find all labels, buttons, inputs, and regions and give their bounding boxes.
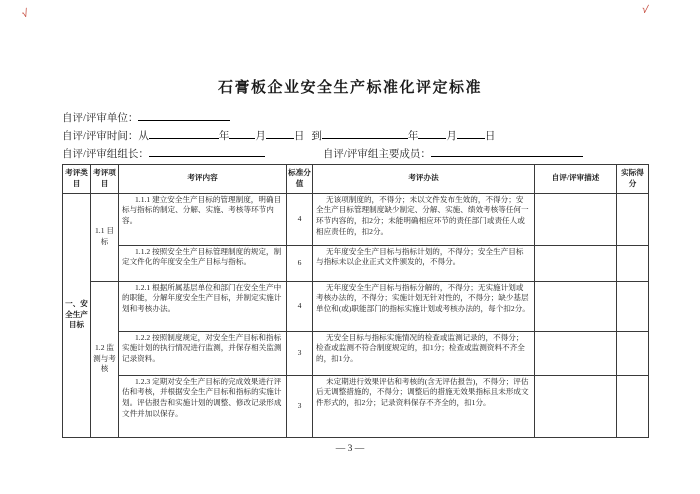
from-day-label: 日 (293, 131, 305, 142)
form-line-people (62, 145, 654, 163)
to-month-label: 月 (446, 131, 457, 142)
unit-blank-field[interactable] (138, 109, 230, 121)
form-line-time (62, 127, 654, 145)
actual-score-cell-1-1-1[interactable] (617, 193, 649, 245)
time-to-day-blank[interactable] (457, 127, 485, 139)
method-cell-1-2-3: 未定期进行效果评估和考核的(含无评估报告)，不得分；评估后无调整措施的，不得分；调整后的措施无效果指标且未形成文件形式的，扣2分；记录资料保存不齐全的，扣1分。 (313, 375, 535, 437)
to-day-label: 日 (484, 131, 496, 142)
content-cell-1-2-2: 1.2.2 按照制度规定，对安全生产目标和指标实施计划的执行情况进行监测，并保存相关监测记录资料。 (119, 331, 287, 375)
review-cell-1-2-3[interactable] (535, 375, 617, 437)
score-cell-1-1-1: 4 (287, 193, 313, 245)
document-title: 石膏板企业安全生产标准化评定标准 (217, 80, 482, 96)
score-cell-1-2-1: 4 (287, 281, 313, 331)
time-from-year-blank[interactable] (149, 127, 219, 139)
page-number: — 3 — (335, 444, 365, 454)
score-cell-1-1-2: 6 (287, 245, 313, 281)
method-cell-1-1-2: 无年度安全生产目标与指标计划的，不得分；安全生产目标与指标未以企业正式文件颁发的，不得分。 (313, 245, 535, 281)
actual-score-cell-1-2-1[interactable] (617, 281, 649, 331)
header-category: 考评类目 (63, 165, 91, 194)
members-label: 自评/评审组主要成员： (322, 149, 431, 160)
to-label: 到 (311, 131, 322, 142)
header-form (62, 109, 654, 163)
from-month-label: 月 (255, 131, 266, 142)
members-blank-field[interactable] (431, 145, 583, 157)
content-cell-1-1-1: 1.1.1 建立安全生产目标的管理制度，明确目标与指标的制定、分解、实施、考核等环节内容。 (119, 193, 287, 245)
form-line-unit (62, 109, 654, 127)
content-cell-1-2-1: 1.2.1 根据所属基层单位和部门在安全生产中的职能，分解年度安全生产目标，并制定实施计划和考核办法。 (119, 281, 287, 331)
time-from-month-blank[interactable] (229, 127, 255, 139)
leader-label: 自评/评审组组长： (62, 149, 149, 160)
header-content: 考评内容 (119, 165, 287, 194)
time-from-day-blank[interactable] (266, 127, 294, 139)
table-row-1-2-2 (63, 331, 649, 375)
method-cell-1-2-2: 无安全目标与指标实施情况的检查或监测记录的，不得分；检查或监测不符合制度规定的，扣1分；检查或监测资料不齐全的，扣1分。 (313, 331, 535, 375)
score-cell-1-2-3: 3 (287, 375, 313, 437)
content-cell-1-1-2: 1.1.2 按照安全生产目标管理制度的规定，制定文件化的年度安全生产目标与指标。 (119, 245, 287, 281)
table-row-1-1-2 (63, 245, 649, 281)
review-cell-1-1-1[interactable] (535, 193, 617, 245)
header-actual: 实际得分 (617, 165, 649, 194)
method-cell-1-1-1: 无该项制度的，不得分；未以文件发布生效的，不得分；安全生产目标管理制度缺少制定、分解、实施、绩效考核等任何一环节内容的，扣2分；未能明确相应环节的责任部门或责任人或相应责任的，扣2分。 (313, 193, 535, 245)
review-cell-1-2-1[interactable] (535, 281, 617, 331)
content-cell-1-2-3: 1.2.3 定期对安全生产目标的完成效果进行评估和考核，并根据安全生产目标和指标的实施计划。评估报告和实施计划的调整、修改记录形成文件并加以保存。 (119, 375, 287, 437)
item-cell-1-2: 1.2 监测与考核 (91, 281, 119, 437)
method-cell-1-2-1: 无年度安全生产目标与指标分解的，不得分；无实施计划或考核办法的，不得分；实施计划无针对性的，不得分；缺少基层单位和(或)职能部门的指标实施计划或考核办法的，每个扣2分。 (313, 281, 535, 331)
time-label: 自评/评审时间：从 (62, 131, 149, 142)
leader-blank-field[interactable] (149, 145, 265, 157)
red-annotation-mark-right: √ (641, 3, 650, 17)
actual-score-cell-1-2-3[interactable] (617, 375, 649, 437)
table-row-1-1-1 (63, 193, 649, 245)
to-year-label: 年 (407, 131, 419, 142)
red-annotation-mark-left: √ (20, 7, 30, 21)
header-item: 考评项目 (91, 165, 119, 194)
table-row-1-2-3 (63, 375, 649, 437)
table-row-1-2-1 (63, 281, 649, 331)
actual-score-cell-1-2-2[interactable] (617, 331, 649, 375)
header-method: 考评办法 (313, 165, 535, 194)
item-cell-1-1: 1.1 目标 (91, 193, 119, 281)
review-cell-1-2-2[interactable] (535, 331, 617, 375)
unit-label: 自评/评审单位： (62, 113, 139, 124)
actual-score-cell-1-1-2[interactable] (617, 245, 649, 281)
table-header-row (63, 165, 649, 194)
evaluation-table (62, 164, 649, 438)
score-cell-1-2-2: 3 (287, 331, 313, 375)
header-review: 自评/评审描述 (535, 165, 617, 194)
header-score: 标准分值 (287, 165, 313, 194)
time-to-year-blank[interactable] (322, 127, 408, 139)
review-cell-1-1-2[interactable] (535, 245, 617, 281)
time-to-month-blank[interactable] (418, 127, 446, 139)
category-cell: 一、安全生产目标 (63, 193, 91, 437)
from-year-label: 年 (218, 131, 230, 142)
